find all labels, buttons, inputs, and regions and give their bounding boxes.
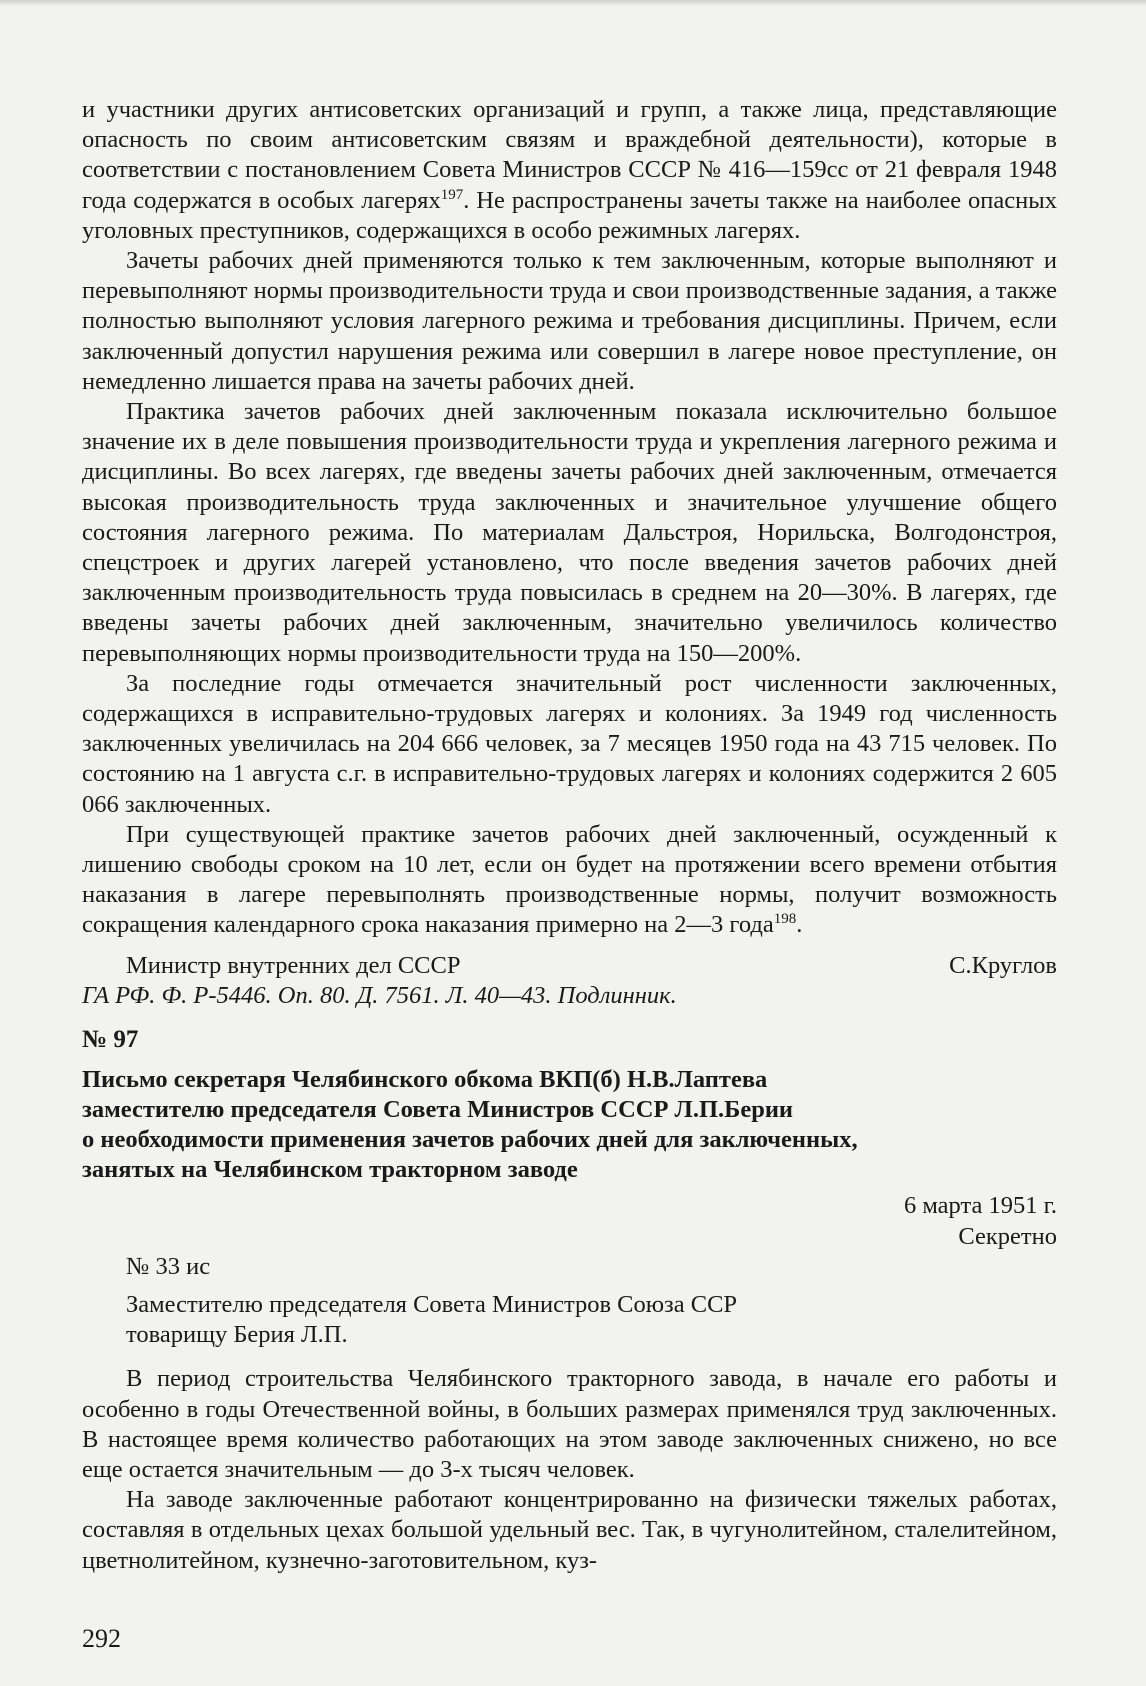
- footnote-ref-198: 198: [773, 911, 797, 928]
- title-line: о необходимости применения зачетов рабочих дней для заключенных,: [82, 1126, 858, 1154]
- document-title: [82, 1065, 1057, 1185]
- paragraph-5: При существующей практике зачетов рабочих дней заключенный, осужденный к лишению свободы сроком на 10 лет, если он будет на протяжении всего времени отбытия наказания в лагере перевыполнять производственные нормы, получит возможность сокращения календарного срока наказания примерно на 2—3 года$^{198}$.: [82, 820, 1057, 939]
- document-number: № 97: [82, 1026, 139, 1054]
- signature-block: [82, 951, 1057, 981]
- addressee-line: Заместителю председателя Совета Министров Союза ССР: [126, 1290, 738, 1318]
- paragraph-3: Практика зачетов рабочих дней заключенным показала исключительно большое значение их в деле повышения производительности труда и укрепления лагерного режима и дисциплины. Во всех лагерях, где введены зачеты рабочих дней заключенным, отмечается высокая производительность труда заключенных и значительное улучшение общего состояния лагерного режима. По материалам Дальстроя, Норильска, Волгодонстроя, спецстроек и других лагерей установлено, что после введения зачетов рабочих дней заключенным производительность труда повысилась в среднем на 20—30%. В лагерях, где введены зачеты рабочих дней заключенным, значительно увеличилось количество перевыполняющих нормы производительности труда на 150—200%.: [82, 398, 1057, 667]
- signatory-name: С.Круглов: [949, 951, 1057, 979]
- title-line: заместителю председателя Совета Министров СССР Л.П.Берии: [82, 1096, 794, 1124]
- paragraph-4: За последние годы отмечается значительный рост численности заключенных, содержащихся в исправительно-трудовых лагерях и колониях. За 1949 год численность заключенных увеличилась на 204 666 человек, за 7 месяцев 1950 года на 43 715 человек. По состоянию на 1 августа с.г. в исправительно-трудовых лагерях и колониях содержится 2 605 066 заключенных.: [82, 669, 1057, 818]
- paragraph-2: Зачеты рабочих дней применяются только к тем заключенным, которые выполняют и перевыполняют нормы производительности труда и свои производственные задания, а также полностью выполняют условия лагерного режима и требования дисциплины. Причем, если заключенный допустил нарушения режима или совершил в лагере новое преступление, он немедленно лишается права на зачеты рабочих дней.: [82, 247, 1057, 395]
- title-line: занятых на Челябинском тракторном заводе: [82, 1156, 578, 1184]
- document-date: 6 марта 1951 г.: [903, 1192, 1057, 1220]
- letter-paragraph: На заводе заключенные работают концентрированно на физически тяжелых работах, составляя в отдельных цехах большой удельный вес. Так, в чугунолитейном, сталелитейном, цветнолитейном, кузнечно-заготовительном, куз-: [82, 1486, 1057, 1574]
- title-line: Письмо секретаря Челябинского обкома ВКП(б) Н.В.Лаптева: [82, 1066, 768, 1094]
- classification-mark: Секретно: [958, 1222, 1057, 1250]
- signatory-position: Министр внутренних дел СССР: [126, 951, 461, 979]
- addressee-line: товарищу Берия Л.П.: [126, 1321, 348, 1349]
- page-content: [82, 95, 1057, 1576]
- paragraph-1: и участники других антисоветских организаций и групп, а также лица, представляющие опасность по своим антисоветским связям и враждебной деятельности), которые в соответствии с постановлением Совета Министров СССР № 416—159сс от 21 февраля 1948 года содержатся в особых лагерях$^{197}$. Не распространены зачеты также на наиболее опасных уголовных преступников, содержащихся в особо режимных лагерях.: [82, 96, 1057, 244]
- archive-source: ГА РФ. Ф. Р-5446. Оп. 80. Д. 7561. Л. 40—43. Подлинник.: [82, 981, 677, 1009]
- letter-paragraph: В период строительства Челябинского тракторного завода, в начале его работы и особенно в годы Отечественной войны, в больших размерах применялся труд заключенных. В настоящее время количество работающих на этом заводе заключенных снижено, но все еще остается значительным — до 3-х тысяч человек.: [82, 1365, 1057, 1483]
- letter-body: [82, 1364, 1057, 1575]
- page-top-edge: [0, 0, 1146, 6]
- footnote-ref-197: 197: [440, 186, 464, 203]
- addressee: [82, 1290, 1057, 1350]
- outgoing-number: № 33 ис: [126, 1252, 211, 1280]
- page-number: 292: [82, 1624, 121, 1653]
